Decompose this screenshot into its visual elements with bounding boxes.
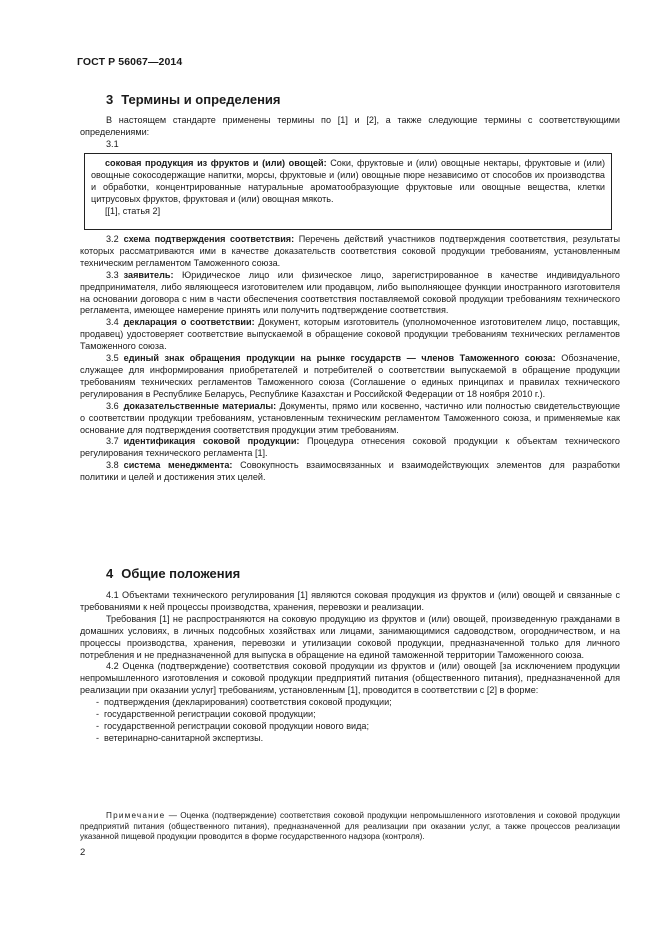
section-4-heading (106, 566, 240, 581)
section-4-title: Общие положения (121, 566, 241, 581)
term-item-text: Документы, прямо или косвенно, частично или полностью свидетельствующие о соответствии продукции требованиям, установленным техническим регламентом Таможенного союза, и применяемые как основание для подтверждения соответствия продукции этим требованиям. (80, 400, 620, 435)
item-3-1-label: 3.1 (106, 139, 119, 149)
list-item: - государственной регистрации соковой продукции; (96, 709, 316, 720)
term-item-number: 3.5 (106, 353, 119, 364)
page-number: 2 (80, 847, 86, 858)
term-item-text: Процедура отнесения соковой продукции к объектам технического регулирования технического регламента [1]. (80, 436, 620, 459)
term-item-number: 3.3 (106, 269, 119, 280)
term-item (80, 234, 620, 270)
section-4-paragraph-2: Требования [1] не распространяются на соковую продукцию из фруктов и (или) овощей, произведенную гражданами в домашних условиях, в личных подсобных хозяйствах или лицами, занимающимися садоводством, огородничеством, и на процессы производства, хранения, перевозки и утилизации соковой продукции, предназначенной только для личного потребления и не предназначенной для выпуска в обращение на единой таможенной территории Таможенного союза. (80, 613, 620, 660)
list-item-text: государственной регистрации соковой продукции; (104, 709, 316, 720)
list-item: - ветеринарно-санитарной экспертизы. (96, 732, 264, 743)
note-label: Примечание (106, 811, 166, 821)
term-item-text: Обозначение, служащее для информирования приобретателей и потребителей о соответствии выпускаемой в обращение продукции требованиям технических регламентов Таможенного союза (Соглашение о единых принципах и правилах технического регулирования в Республике Беларусь, Республике Казахстан и Российской Федерации от 18 ноября 2010 г.). (80, 353, 621, 399)
term-item (80, 460, 620, 484)
section-4-number: 4 (106, 566, 114, 581)
standard-id-header: ГОСТ Р 56067—2014 (77, 56, 183, 68)
definition-box-term: соковая продукция из фруктов и (или) овощей: (105, 158, 327, 168)
term-item (80, 353, 620, 401)
term-item-number: 3.6 (106, 400, 119, 411)
section-4-paragraph-3: 4.2 Оценка (подтверждение) соответствия соковой продукции из фруктов и (или) овощей [за исключением продукции непромышленного изготовления и соковой продукции предприятий питания (общественного питания), предназначенной для реализации при оказании услуг] требованиям, установленным [1], проводится в соответствии с [2] в форме: (80, 661, 620, 696)
term-item-text: Юридическое лицо или физическое лицо, зарегистрированное в качестве индивидуального предпринимателя, либо являющееся изготовителем или продавцом, либо выполняющее функции иностранного изготовителя на основании договора с ним в части обеспечения соответствия поставляемой соковой продукции требованиям технического регламента, имеющее намерение принять или получить подтверждение соответствия. (80, 269, 620, 316)
term-item-number: 3.4 (106, 317, 119, 328)
definition-box-text: Соки, фруктовые и (или) овощные нектары, фруктовые и (или) овощные сокосодержащие напитки, морсы, фруктовые и (или) овощные пюре независимо от способов их производства и обработки, концентрированные натуральные ароматообразующие фруктовые или овощные вещества, клетки цитрусовых фруктов, фруктовая и (или) овощная мякоть. (91, 158, 605, 204)
term-item-term: система менеджмента: (123, 460, 233, 471)
section-4-body (80, 590, 620, 745)
section-3-intro: В настоящем стандарте применены термины по [1] и [2], а также следующие термины с соответствующими определениями: (80, 115, 620, 137)
term-item-term: схема подтверждения соответствия: (123, 234, 295, 244)
term-item (80, 317, 620, 353)
term-item-term: идентификация соковой продукции: (123, 436, 300, 447)
term-item-term: единый знак обращения продукции на рынке государств — членов Таможенного союза: (123, 353, 556, 364)
term-item-number: 3.2 (106, 234, 119, 244)
list-item-text: подтверждения (декларирования) соответствия соковой продукции; (104, 697, 392, 708)
definition-box-paragraph (91, 158, 605, 206)
list-item: - подтверждения (декларирования) соответствия соковой продукции; (96, 697, 392, 708)
definition-box (84, 153, 612, 230)
assessment-forms-list (80, 697, 620, 745)
list-item-text: ветеринарно-санитарной экспертизы. (104, 732, 264, 743)
list-item-text: государственной регистрации соковой продукции нового вида; (104, 720, 369, 731)
list-item: - государственной регистрации соковой продукции нового вида; (96, 720, 369, 731)
definition-box-reference: [[1], статья 2] (105, 205, 161, 216)
section-3-title: Термины и определения (121, 92, 281, 107)
term-item-text: Перечень действий участников подтверждения соответствия, результаты которых рассматриваются ими в качестве доказательств соответствия соковой продукции требованиям, установленным техническим регламентом Таможенного союза. (80, 234, 620, 268)
term-item-number: 3.7 (106, 436, 119, 447)
term-item-text: Документ, которым изготовитель (уполномоченное изготовителем лицо, поставщик, продавец) удостоверяет соответствие выпускаемой в обращение соковой продукции требованиям технических регламентов Таможенного союза. (80, 317, 620, 352)
term-item-text: Совокупность взаимосвязанных и взаимодействующих элементов для разработки политики и целей и достижения этих целей. (80, 460, 620, 483)
term-item (80, 270, 620, 318)
term-item-term: заявитель: (123, 269, 174, 280)
term-item-number: 3.8 (106, 460, 119, 471)
term-item-term: декларация о соответствии: (123, 317, 255, 328)
section-3-items (80, 234, 620, 484)
section-3-number: 3 (106, 92, 114, 107)
term-item-term: доказательственные материалы: (123, 400, 277, 411)
note-text: — Оценка (подтверждение) соответствия соковой продукции непромышленного изготовления и соковой продукции предприятий питания (общественного питания), предназначенной для реализации при оказании услуг, а также процессов реализации указанной пищевой продукции проводится в форме государственного надзора (контроля). (80, 811, 620, 842)
section-4-paragraph-1: 4.1 Объектами технического регулирования [1] являются соковая продукция из фруктов и (или) овощей и связанные с требованиями к ней процессы производства, хранения, перевозки и реализации. (80, 590, 620, 612)
term-item (80, 401, 620, 437)
section-3-heading (106, 92, 281, 107)
section-3-intro-block (80, 115, 620, 139)
term-item (80, 436, 620, 460)
note-paragraph (80, 811, 620, 843)
